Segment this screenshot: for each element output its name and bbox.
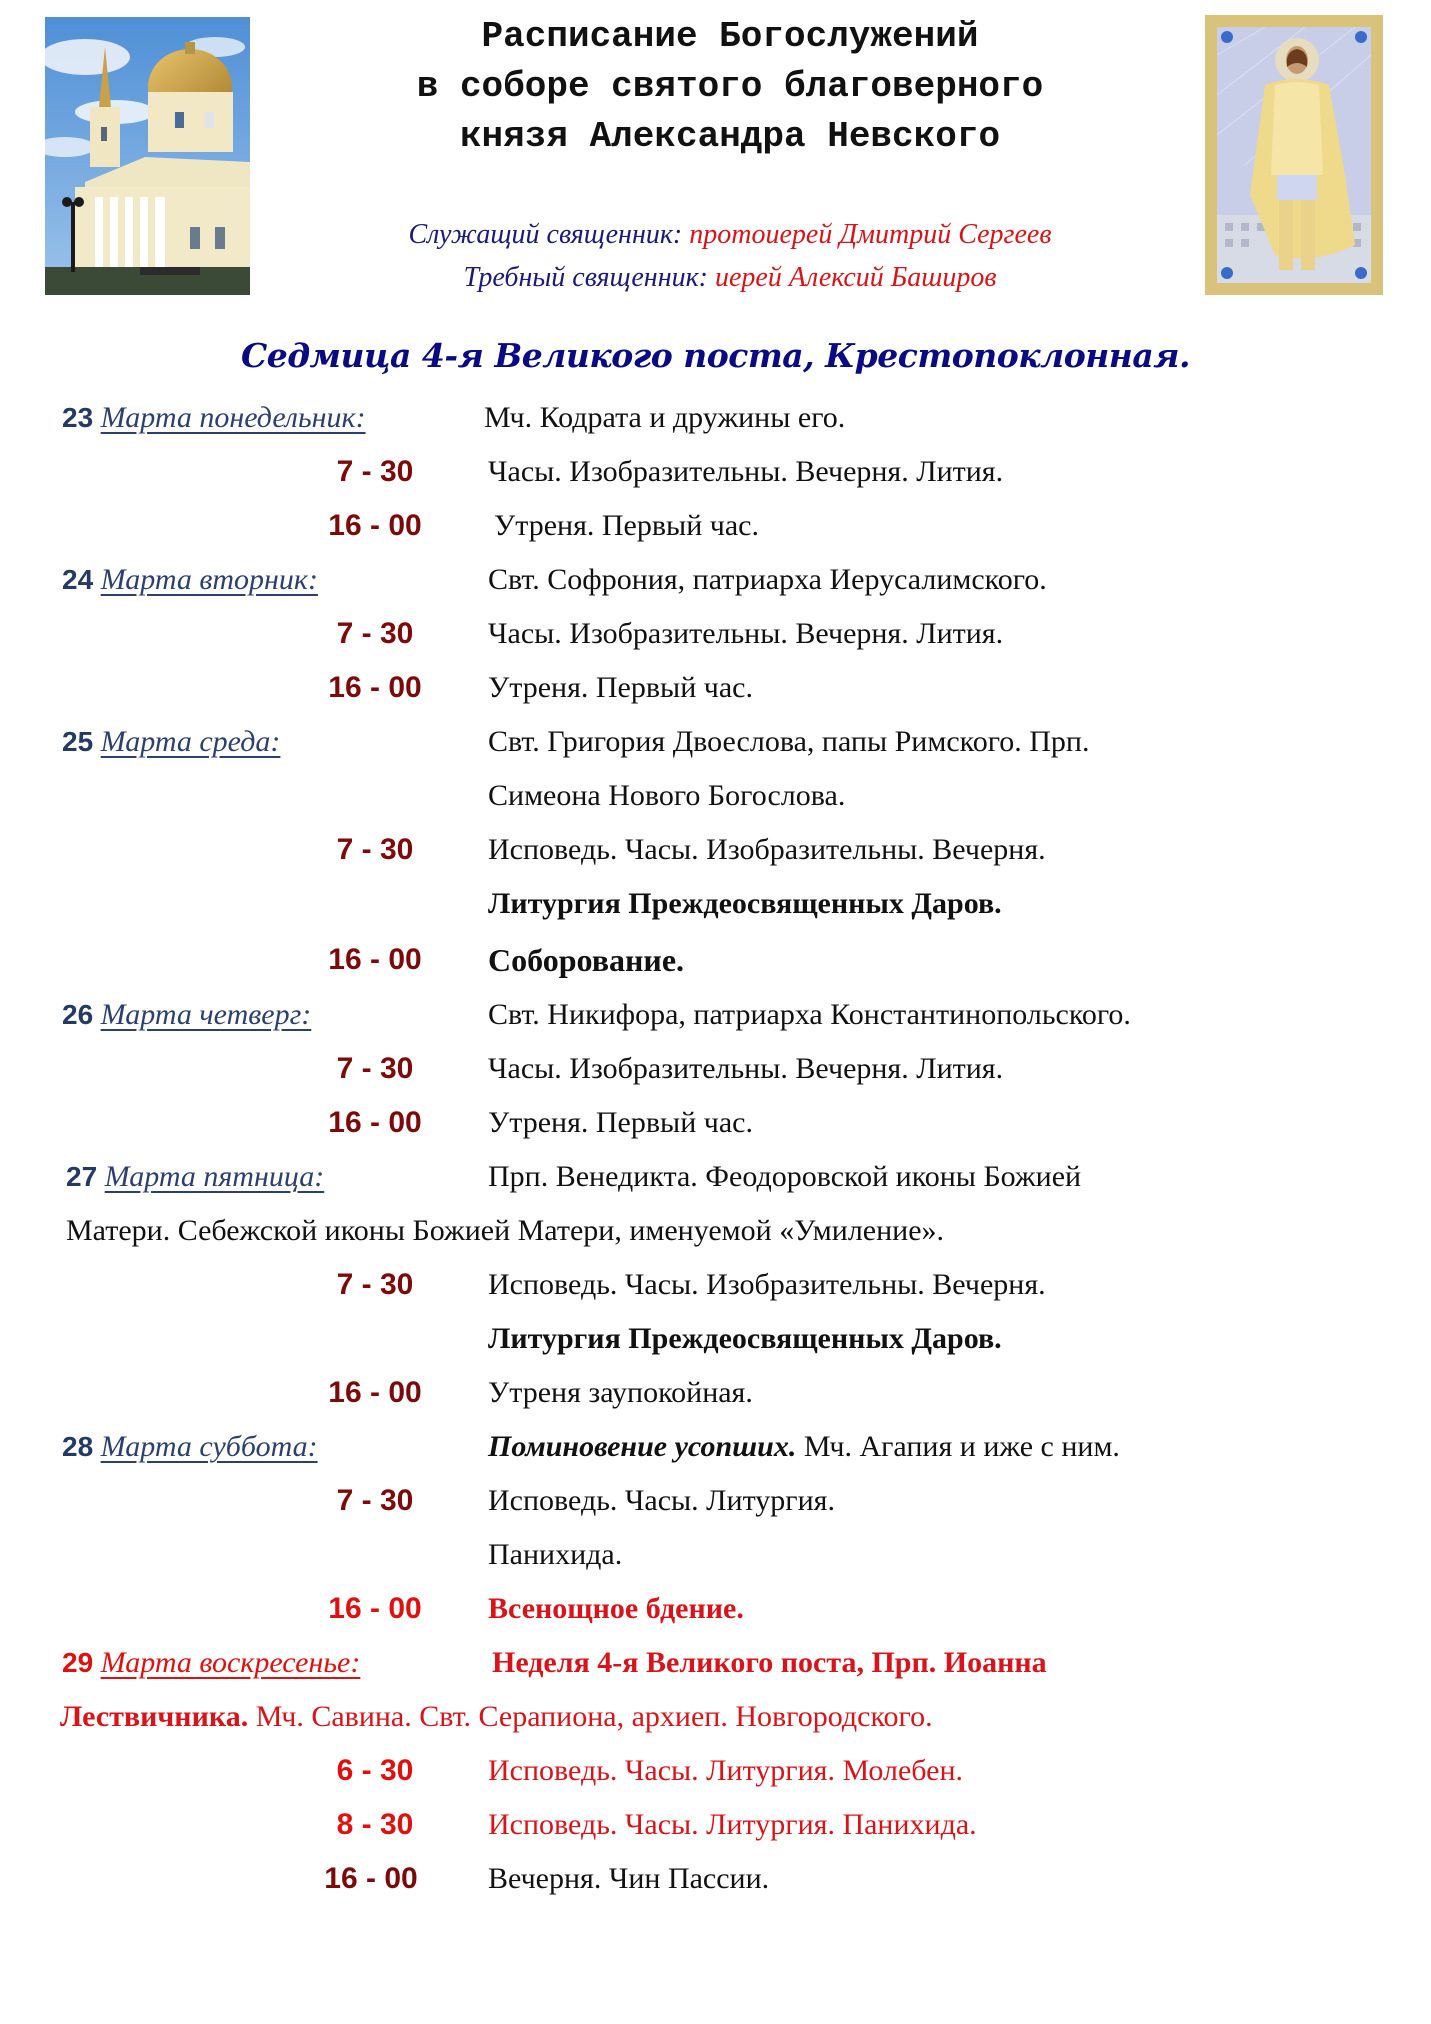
day-number: 27 <box>66 1161 98 1192</box>
day-header <box>62 560 318 600</box>
day-header <box>62 995 311 1035</box>
day-number: 29 <box>62 1647 94 1678</box>
service-text: Исповедь. Часы. Литургия. Молебен. <box>488 1754 964 1787</box>
day-name: Марта понедельник: <box>100 401 366 434</box>
service-text: Исповедь. Часы. Изобразительны. Вечерня. <box>488 1268 1046 1301</box>
service-time: 16 - 00 <box>328 671 422 704</box>
service-time: 7 - 30 <box>336 833 414 866</box>
service-time: 16 - 00 <box>328 943 422 976</box>
week-title: Седмица 4-я Великого поста, Крестопоклонная. <box>240 336 1191 375</box>
service-time: 16 - 00 <box>328 1592 422 1625</box>
serving-priest-label: Служащий священник: <box>408 219 683 250</box>
day-number: 24 <box>62 564 94 595</box>
duty-priest-name: иерей Алексий Баширов <box>715 262 997 293</box>
commemoration-line-1: Свт. Григория Двоеслова, папы Римского. Прп. <box>488 725 1090 758</box>
day-number: 26 <box>62 999 94 1030</box>
commemoration-emphasis: Неделя 4-я Великого поста, Прп. Иоанна <box>492 1646 1047 1679</box>
day-header <box>62 1427 318 1467</box>
day-number: 28 <box>62 1431 94 1462</box>
day-header <box>62 722 280 762</box>
day-name: Марта вторник: <box>100 563 318 596</box>
day-name: Марта пятница: <box>104 1160 325 1193</box>
service-text: Исповедь. Часы. Изобразительны. Вечерня. <box>488 833 1046 866</box>
commemoration-line-1: Прп. Венедикта. Феодоровской иконы Божией <box>488 1160 1082 1193</box>
service-time: 7 - 30 <box>336 1484 414 1517</box>
commemoration: Свт. Никифора, патриарха Константинопольского. <box>488 998 1131 1031</box>
service-text: Всенощное бдение. <box>488 1592 744 1625</box>
service-time: 6 - 30 <box>336 1754 414 1787</box>
day-header <box>62 1643 360 1683</box>
service-text: Соборование. <box>488 942 685 978</box>
day-name: Марта четверг: <box>100 998 312 1031</box>
service-time: 7 - 30 <box>336 1268 414 1301</box>
duty-priest-label: Требный священник: <box>463 262 708 293</box>
page-title <box>260 12 1200 162</box>
service-text-panikhida: Панихида. <box>488 1538 623 1571</box>
service-text: Часы. Изобразительны. Вечерня. Лития. <box>488 617 1004 650</box>
icon-alexander-nevsky-image <box>1205 15 1383 295</box>
day-header <box>66 1157 324 1197</box>
clergy-info <box>260 213 1200 299</box>
commemoration <box>60 1697 933 1737</box>
service-time: 16 - 00 <box>328 509 422 542</box>
service-text: Часы. Изобразительны. Вечерня. Лития. <box>488 455 1004 488</box>
cathedral-photo <box>45 17 250 295</box>
service-time: 16 - 00 <box>328 1106 422 1139</box>
duty-priest-line <box>260 256 1200 299</box>
commemoration-emphasis: Поминовение усопших. <box>488 1430 797 1463</box>
service-text: Исповедь. Часы. Литургия. <box>488 1484 835 1517</box>
service-time: 8 - 30 <box>336 1808 414 1841</box>
serving-priest-line <box>260 213 1200 256</box>
commemoration-rest: Мч. Савина. Свт. Серапиона, архиеп. Новгородского. <box>255 1700 933 1733</box>
service-time: 7 - 30 <box>336 455 414 488</box>
commemoration-emphasis-2: Лествичника. <box>60 1700 249 1733</box>
commemoration: Свт. Софрония, патриарха Иерусалимского. <box>488 563 1047 596</box>
day-name: Марта суббота: <box>100 1430 318 1463</box>
service-text: Утреня. Первый час. <box>488 671 753 704</box>
service-text: Утреня. Первый час. <box>494 509 759 542</box>
day-name: Марта среда: <box>100 725 281 758</box>
service-text: Часы. Изобразительны. Вечерня. Лития. <box>488 1052 1004 1085</box>
commemoration-rest: Мч. Агапия и иже с ним. <box>803 1430 1120 1463</box>
service-text: Утреня. Первый час. <box>488 1106 753 1139</box>
service-time: 16 - 00 <box>328 1376 422 1409</box>
service-text: Исповедь. Часы. Литургия. Панихида. <box>488 1808 977 1841</box>
service-text: Вечерня. Чин Пассии. <box>488 1862 770 1895</box>
commemoration: Мч. Кодрата и дружины его. <box>484 401 846 434</box>
serving-priest-name: протоиерей Дмитрий Сергеев <box>689 219 1052 250</box>
day-number: 23 <box>62 402 94 433</box>
service-time: 16 - 00 <box>324 1862 418 1895</box>
service-time: 7 - 30 <box>336 1052 414 1085</box>
commemoration <box>488 1427 1120 1467</box>
title-line-1: Расписание Богослужений <box>481 16 979 57</box>
title-line-3: князя Александра Невского <box>459 116 1001 157</box>
commemoration-line-2: Симеона Нового Богослова. <box>488 779 846 812</box>
service-text-liturgy: Литургия Преждеосвященных Даров. <box>488 887 1002 920</box>
commemoration-line-2: Матери. Себежской иконы Божией Матери, именуемой «Умиление». <box>66 1214 945 1247</box>
service-text-liturgy: Литургия Преждеосвященных Даров. <box>488 1322 1002 1355</box>
day-number: 25 <box>62 726 94 757</box>
day-header <box>62 398 366 438</box>
service-time: 7 - 30 <box>336 617 414 650</box>
day-name: Марта воскресенье: <box>100 1646 361 1679</box>
service-text: Утреня заупокойная. <box>488 1376 753 1409</box>
title-line-2: в соборе святого благоверного <box>416 66 1044 107</box>
